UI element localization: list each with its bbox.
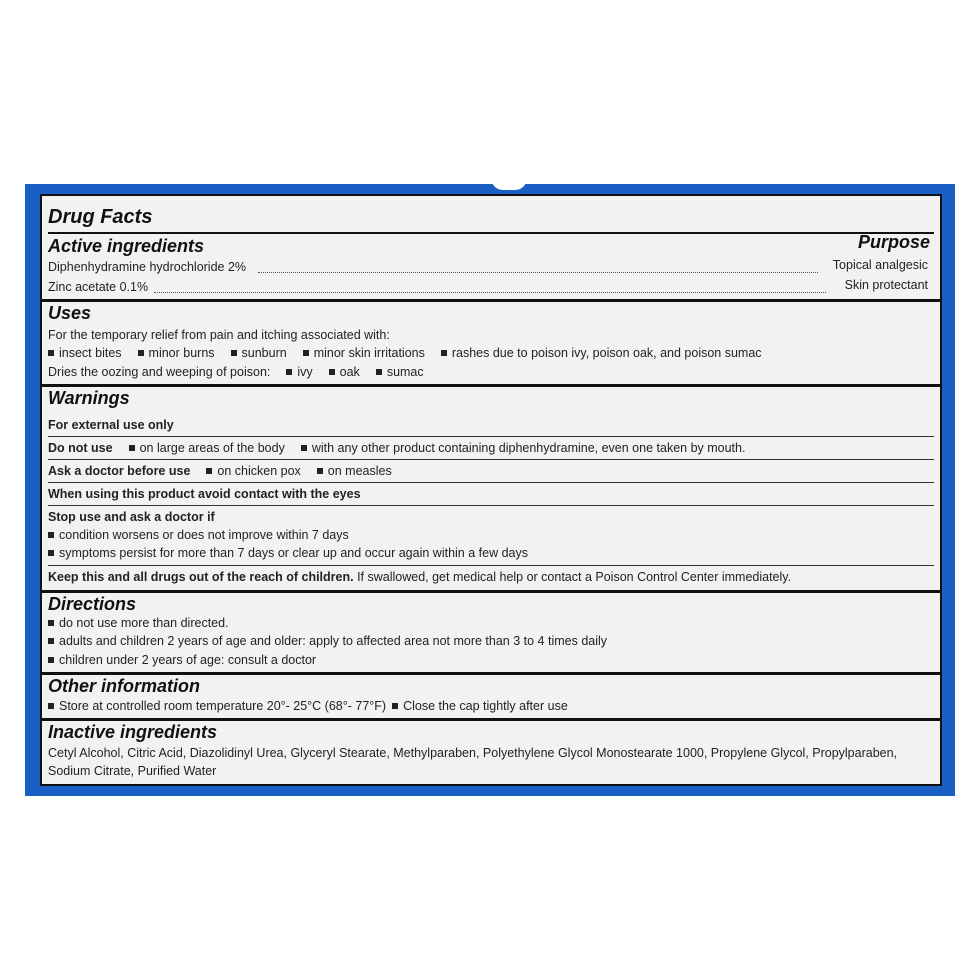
carton-back-panel: [25, 184, 955, 796]
other-info-heading: Other information: [48, 676, 200, 696]
use-item: minor skin irritations: [303, 346, 425, 360]
stop-use-item: condition worsens or does not improve within 7 days: [48, 528, 349, 542]
directions-row-3: [48, 653, 316, 667]
active-ingredient-1: Diphenhydramine hydrochloride 2%: [48, 260, 247, 274]
warnings-rule: [48, 482, 934, 483]
dotted-leader-2: [154, 292, 826, 293]
direction-item: do not use more than directed.: [48, 616, 229, 630]
dries-row: [48, 365, 424, 379]
stop-use-label: Stop use and ask a doctor if: [48, 510, 215, 524]
active-ingredients-heading: Active ingredients: [48, 236, 205, 256]
uses-heading: Uses: [48, 303, 92, 323]
direction-item: children under 2 years of age: consult a doctor: [48, 653, 316, 667]
warnings-rule: [48, 459, 934, 460]
uses-list: [48, 346, 762, 360]
section-rule: [42, 384, 940, 387]
dries-label: Dries the oozing and weeping of poison:: [48, 365, 271, 379]
direction-item: adults and children 2 years of age and older: apply to affected area not more than 3 to 4 times daily: [48, 634, 607, 648]
dries-item: ivy: [286, 365, 312, 379]
ask-doctor-item: on chicken pox: [206, 464, 300, 478]
ask-doctor-label: Ask a doctor before use: [48, 464, 191, 478]
keep-away-text: [48, 570, 791, 584]
ask-doctor-item: on measles: [317, 464, 392, 478]
purpose-1: Topical analgesic: [832, 258, 928, 272]
directions-row-2: [48, 634, 607, 648]
warnings-heading: Warnings: [48, 388, 130, 408]
inactive-line-1: Cetyl Alcohol, Citric Acid, Diazolidinyl Urea, Glyceryl Stearate, Methylparaben, Polyethylene Glycol Monostearate 1000, Propylene Glycol, Propylparaben,: [48, 746, 898, 760]
do-not-use-label: Do not use: [48, 441, 113, 455]
dotted-leader-1: [258, 272, 818, 273]
drug-facts-panel: [40, 194, 942, 786]
section-rule: [42, 299, 940, 302]
section-rule: [42, 718, 940, 721]
purpose-2: Skin protectant: [844, 278, 928, 292]
dries-item: sumac: [376, 365, 424, 379]
other-info-item: Close the cap tightly after use: [392, 699, 568, 713]
ask-doctor-row: [48, 464, 392, 478]
purpose-heading: Purpose: [857, 232, 930, 252]
do-not-use-item: with any other product containing diphenhydramine, even one taken by mouth.: [301, 441, 746, 455]
stop-use-row-2: [48, 546, 528, 560]
use-item: sunburn: [231, 346, 287, 360]
section-rule: [42, 672, 940, 675]
stop-use-row-1: [48, 528, 349, 542]
external-use-only: For external use only: [48, 418, 174, 432]
use-item: insect bites: [48, 346, 122, 360]
drug-facts-title: Drug Facts: [48, 206, 153, 228]
title-rule: [48, 232, 934, 234]
other-info-item: Store at controlled room temperature 20°- 25°C (68°- 77°F): [48, 699, 386, 713]
warnings-rule: [48, 565, 934, 566]
warnings-rule: [48, 436, 934, 437]
inactive-ingredients-heading: Inactive ingredients: [48, 722, 218, 742]
use-item: rashes due to poison ivy, poison oak, and poison sumac: [441, 346, 762, 360]
warnings-rule: [48, 505, 934, 506]
directions-row-1: [48, 616, 229, 630]
carton-tab-notch: [491, 178, 527, 190]
keep-away-bold: Keep this and all drugs out of the reach of children.: [48, 570, 354, 584]
inactive-line-2: Sodium Citrate, Purified Water: [48, 764, 217, 778]
other-info-row: [48, 699, 568, 713]
do-not-use-row: [48, 441, 745, 455]
active-ingredient-2: Zinc acetate 0.1%: [48, 280, 149, 294]
use-item: minor burns: [138, 346, 215, 360]
stop-use-item: symptoms persist for more than 7 days or clear up and occur again within a few days: [48, 546, 528, 560]
uses-intro: For the temporary relief from pain and itching associated with:: [48, 328, 390, 342]
section-rule: [42, 590, 940, 593]
do-not-use-item: on large areas of the body: [129, 441, 285, 455]
dries-item: oak: [329, 365, 360, 379]
when-using: When using this product avoid contact with the eyes: [48, 487, 361, 501]
keep-away-rest: If swallowed, get medical help or contact a Poison Control Center immediately.: [353, 570, 792, 584]
directions-heading: Directions: [48, 594, 137, 614]
